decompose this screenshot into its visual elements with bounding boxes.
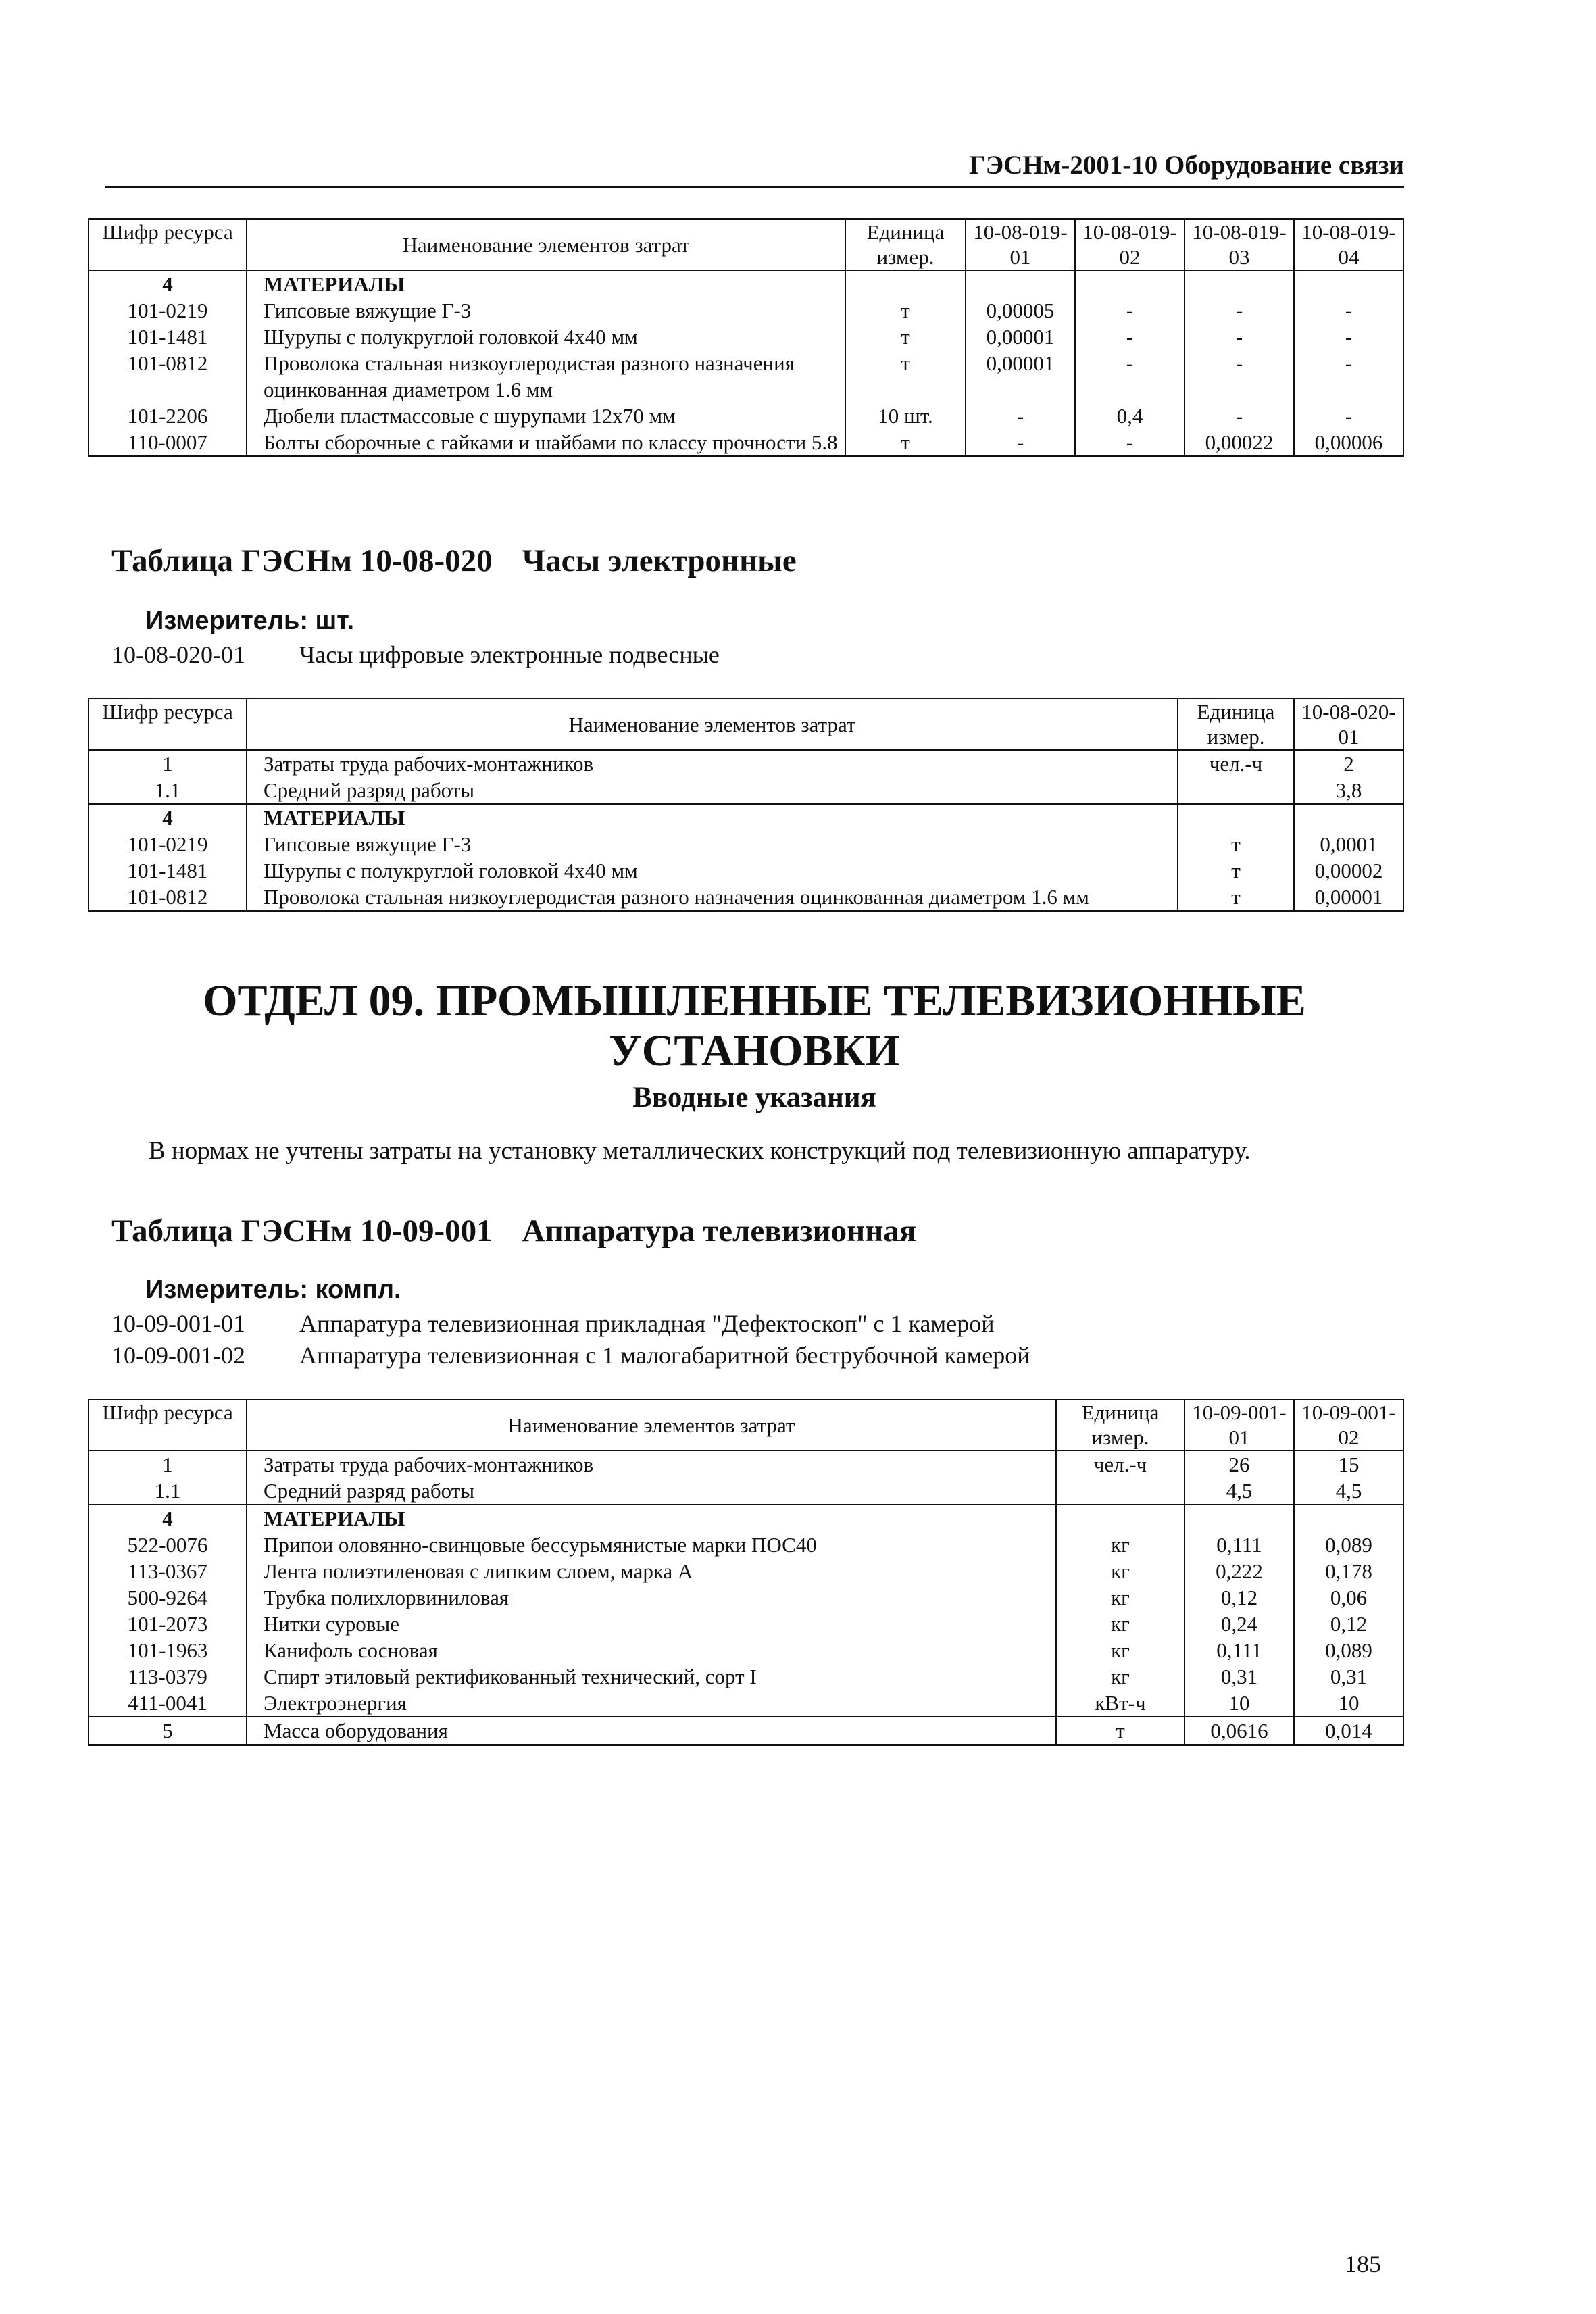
- table-row: [89, 884, 1403, 911]
- cell-v1: [1184, 1505, 1294, 1532]
- variant-text: Часы цифровые электронные подвесные: [299, 641, 720, 668]
- cell-unit: т: [1178, 831, 1294, 857]
- cell-v1: 0,111: [1184, 1532, 1294, 1558]
- variant-text: Аппаратура телевизионная прикладная "Дефектоскоп" с 1 камерой: [299, 1310, 995, 1337]
- cell-name: Проволока стальная низкоуглеродистая разного назначения оцинкованная диаметром 1.6 мм: [247, 350, 845, 403]
- cell-v3: 0,00022: [1184, 429, 1294, 457]
- cell-name: Шурупы с полукруглой головкой 4х40 мм: [247, 857, 1178, 884]
- cell-code: 101-0812: [89, 350, 247, 403]
- cell-v4: [1294, 270, 1403, 297]
- cell-unit: т: [845, 350, 966, 403]
- col-header-code: Шифр ресурса: [89, 219, 247, 270]
- col-header-v2: 10-09-001-02: [1294, 1399, 1403, 1451]
- cell-v2: 15: [1294, 1451, 1403, 1478]
- cell-unit: кг: [1056, 1611, 1184, 1637]
- cell-unit: кг: [1056, 1663, 1184, 1690]
- cell-code: 1: [89, 750, 247, 777]
- cell-name: Припои оловянно-свинцовые бессурьмянистые марки ПОС40: [247, 1532, 1056, 1558]
- cell-v2: 0,178: [1294, 1558, 1403, 1584]
- cell-name: Гипсовые вяжущие Г-3: [247, 831, 1178, 857]
- cell-name: Масса оборудования: [247, 1717, 1056, 1745]
- variant-row: [111, 1341, 1030, 1369]
- cell-name: Болты сборочные с гайками и шайбами по классу прочности 5.8: [247, 429, 845, 457]
- cell-v3: -: [1184, 297, 1294, 324]
- cell-unit: кг: [1056, 1637, 1184, 1663]
- table-meter: Измеритель: компл.: [145, 1276, 401, 1304]
- cell-unit: [845, 270, 966, 297]
- cell-v1: 26: [1184, 1451, 1294, 1478]
- cell-name: Лента полиэтиленовая с липким слоем, марка А: [247, 1558, 1056, 1584]
- table-row: [89, 403, 1403, 429]
- cell-name: Средний разряд работы: [247, 1478, 1056, 1505]
- cell-name: Затраты труда рабочих-монтажников: [247, 1451, 1056, 1478]
- cell-v2: -: [1075, 297, 1184, 324]
- table-row: [89, 1584, 1403, 1611]
- cell-v4: -: [1294, 297, 1403, 324]
- cell-v3: -: [1184, 403, 1294, 429]
- cell-v1: 3,8: [1294, 777, 1403, 804]
- table-title: [111, 543, 797, 579]
- variant-code: 10-08-020-01: [111, 641, 245, 668]
- cell-name: Электроэнергия: [247, 1690, 1056, 1717]
- cell-code: 101-0219: [89, 831, 247, 857]
- table-row: [89, 350, 1403, 403]
- cell-v3: [1184, 270, 1294, 297]
- cell-unit: т: [845, 297, 966, 324]
- col-header-v1: 10-09-001-01: [1184, 1399, 1294, 1451]
- cell-name: МАТЕРИАЛЫ: [247, 1505, 1056, 1532]
- variant-code: 10-09-001-01: [111, 1310, 245, 1337]
- cell-v2: 0,089: [1294, 1532, 1403, 1558]
- table-row: [89, 324, 1403, 350]
- col-header-v1: 10-08-020-01: [1294, 699, 1403, 750]
- cell-name: МАТЕРИАЛЫ: [247, 804, 1178, 831]
- intro-text: В нормах не учтены затраты на установку металлических конструкций под телевизионную аппаратуру.: [149, 1137, 1251, 1165]
- table-row: [89, 1532, 1403, 1558]
- table-row: [89, 1558, 1403, 1584]
- cell-v1: 0,00001: [966, 324, 1075, 350]
- table-row: [89, 429, 1403, 457]
- cell-v1: 0,222: [1184, 1558, 1294, 1584]
- cell-v4: -: [1294, 350, 1403, 403]
- cell-unit: т: [1178, 884, 1294, 911]
- table-10-08-020: [88, 698, 1404, 912]
- col-header-v3: 10-08-019-03: [1184, 219, 1294, 270]
- cell-v4: 0,00006: [1294, 429, 1403, 457]
- cell-v1: 4,5: [1184, 1478, 1294, 1505]
- cell-code: 101-1481: [89, 324, 247, 350]
- variant-row: [111, 640, 720, 669]
- cell-name: МАТЕРИАЛЫ: [247, 270, 845, 297]
- cell-unit: т: [845, 429, 966, 457]
- table-row: [89, 297, 1403, 324]
- cell-v4: -: [1294, 403, 1403, 429]
- table-row: [89, 857, 1403, 884]
- table-row: [89, 1663, 1403, 1690]
- cell-code: 411-0041: [89, 1690, 247, 1717]
- cell-unit: кг: [1056, 1558, 1184, 1584]
- running-header: ГЭСНм-2001-10 Оборудование связи: [968, 151, 1404, 180]
- cell-name: Спирт этиловый ректификованный технический, сорт I: [247, 1663, 1056, 1690]
- cell-code: 101-0219: [89, 297, 247, 324]
- col-header-v4: 10-08-019-04: [1294, 219, 1403, 270]
- cell-unit: кВт-ч: [1056, 1690, 1184, 1717]
- cell-v1: -: [966, 429, 1075, 457]
- cell-code: 101-0812: [89, 884, 247, 911]
- table-row: [89, 831, 1403, 857]
- cell-v1: 2: [1294, 750, 1403, 777]
- cell-v2: -: [1075, 350, 1184, 403]
- cell-v2: 0,31: [1294, 1663, 1403, 1690]
- cell-v4: -: [1294, 324, 1403, 350]
- cell-name: Шурупы с полукруглой головкой 4х40 мм: [247, 324, 845, 350]
- cell-unit: [1056, 1478, 1184, 1505]
- cell-name: Нитки суровые: [247, 1611, 1056, 1637]
- cell-v3: -: [1184, 350, 1294, 403]
- cell-unit: чел.-ч: [1178, 750, 1294, 777]
- cell-name: Гипсовые вяжущие Г-3: [247, 297, 845, 324]
- cell-unit: чел.-ч: [1056, 1451, 1184, 1478]
- col-header-name: Наименование элементов затрат: [247, 1399, 1056, 1451]
- variant-code: 10-09-001-02: [111, 1342, 245, 1369]
- cell-code: 500-9264: [89, 1584, 247, 1611]
- cell-v2: -: [1075, 429, 1184, 457]
- cell-code: 113-0379: [89, 1663, 247, 1690]
- cell-unit: [1056, 1505, 1184, 1532]
- table-row: [89, 1451, 1403, 1478]
- cell-name: Канифоль сосновая: [247, 1637, 1056, 1663]
- table-10-09-001: [88, 1399, 1404, 1746]
- cell-code: 4: [89, 804, 247, 831]
- table-row: [89, 270, 1403, 297]
- cell-code: 101-1481: [89, 857, 247, 884]
- table-row: [89, 777, 1403, 804]
- col-header-name: Наименование элементов затрат: [247, 219, 845, 270]
- table-title: [111, 1213, 916, 1249]
- table-row: [89, 1505, 1403, 1532]
- cell-code: 1.1: [89, 777, 247, 804]
- cell-unit: [1178, 777, 1294, 804]
- cell-v1: 0,00001: [966, 350, 1075, 403]
- col-header-code: Шифр ресурса: [89, 1399, 247, 1451]
- cell-code: 1: [89, 1451, 247, 1478]
- cell-unit: т: [1056, 1717, 1184, 1745]
- cell-v1: [966, 270, 1075, 297]
- col-header-unit: Единица измер.: [845, 219, 966, 270]
- variant-text: Аппаратура телевизионная с 1 малогабаритной беструбочной камерой: [299, 1342, 1030, 1369]
- cell-unit: т: [845, 324, 966, 350]
- cell-name: Дюбели пластмассовые с шурупами 12х70 мм: [247, 403, 845, 429]
- table-title-code: Таблица ГЭСНм 10-09-001: [111, 1213, 493, 1249]
- cell-code: 101-1963: [89, 1637, 247, 1663]
- cell-v1: -: [966, 403, 1075, 429]
- cell-name: Затраты труда рабочих-монтажников: [247, 750, 1178, 777]
- col-header-unit: Единица измер.: [1178, 699, 1294, 750]
- cell-name: Трубка полихлорвиниловая: [247, 1584, 1056, 1611]
- cell-v2: 0,4: [1075, 403, 1184, 429]
- header-rule: [105, 186, 1404, 188]
- cell-v1: 0,24: [1184, 1611, 1294, 1637]
- cell-code: 5: [89, 1717, 247, 1745]
- cell-v1: 0,00001: [1294, 884, 1403, 911]
- table-meter: Измеритель: шт.: [145, 607, 355, 635]
- cell-v1: 0,12: [1184, 1584, 1294, 1611]
- intro-heading: Вводные указания: [632, 1082, 876, 1113]
- cell-unit: [1178, 804, 1294, 831]
- col-header-unit: Единица измер.: [1056, 1399, 1184, 1451]
- cell-v2: 0,06: [1294, 1584, 1403, 1611]
- cell-code: 4: [89, 270, 247, 297]
- col-header-code: Шифр ресурса: [89, 699, 247, 750]
- cell-v2: [1294, 1505, 1403, 1532]
- cell-v1: 10: [1184, 1690, 1294, 1717]
- cell-name: Проволока стальная низкоуглеродистая разного назначения оцинкованная диаметром 1.6 мм: [247, 884, 1178, 911]
- cell-code: 101-2073: [89, 1611, 247, 1637]
- cell-v2: 0,089: [1294, 1637, 1403, 1663]
- cell-v2: -: [1075, 324, 1184, 350]
- cell-v3: -: [1184, 324, 1294, 350]
- cell-code: 101-2206: [89, 403, 247, 429]
- col-header-name: Наименование элементов затрат: [247, 699, 1178, 750]
- table-row: [89, 1637, 1403, 1663]
- cell-v1: 0,00002: [1294, 857, 1403, 884]
- table-10-08-019: [88, 218, 1404, 457]
- table-row: [89, 1690, 1403, 1717]
- cell-v1: 0,0616: [1184, 1717, 1294, 1745]
- cell-v2: 0,014: [1294, 1717, 1403, 1745]
- cell-v1: 0,31: [1184, 1663, 1294, 1690]
- cell-v1: 0,00005: [966, 297, 1075, 324]
- cell-v2: 10: [1294, 1690, 1403, 1717]
- table-row: [89, 1717, 1403, 1745]
- cell-code: 1.1: [89, 1478, 247, 1505]
- cell-v2: [1075, 270, 1184, 297]
- cell-name: Средний разряд работы: [247, 777, 1178, 804]
- cell-unit: т: [1178, 857, 1294, 884]
- cell-v1: 0,0001: [1294, 831, 1403, 857]
- cell-code: 113-0367: [89, 1558, 247, 1584]
- cell-unit: кг: [1056, 1532, 1184, 1558]
- table-row: [89, 750, 1403, 777]
- cell-v2: 4,5: [1294, 1478, 1403, 1505]
- department-title: ОТДЕЛ 09. ПРОМЫШЛЕННЫЕ ТЕЛЕВИЗИОННЫЕ УСТАНОВКИ: [203, 976, 1306, 1076]
- table-title-code: Таблица ГЭСНм 10-08-020: [111, 543, 493, 578]
- cell-unit: кг: [1056, 1584, 1184, 1611]
- cell-v1: 0,111: [1184, 1637, 1294, 1663]
- table-row: [89, 1611, 1403, 1637]
- cell-code: 4: [89, 1505, 247, 1532]
- col-header-v1: 10-08-019-01: [966, 219, 1075, 270]
- variant-row: [111, 1309, 994, 1338]
- cell-code: 522-0076: [89, 1532, 247, 1558]
- table-title-name: Часы электронные: [522, 543, 797, 578]
- table-row: [89, 804, 1403, 831]
- table-title-name: Аппаратура телевизионная: [522, 1213, 917, 1249]
- cell-unit: 10 шт.: [845, 403, 966, 429]
- page-number: 185: [1345, 2250, 1381, 2278]
- col-header-v2: 10-08-019-02: [1075, 219, 1184, 270]
- cell-v2: 0,12: [1294, 1611, 1403, 1637]
- table-row: [89, 1478, 1403, 1505]
- cell-code: 110-0007: [89, 429, 247, 457]
- cell-v1: [1294, 804, 1403, 831]
